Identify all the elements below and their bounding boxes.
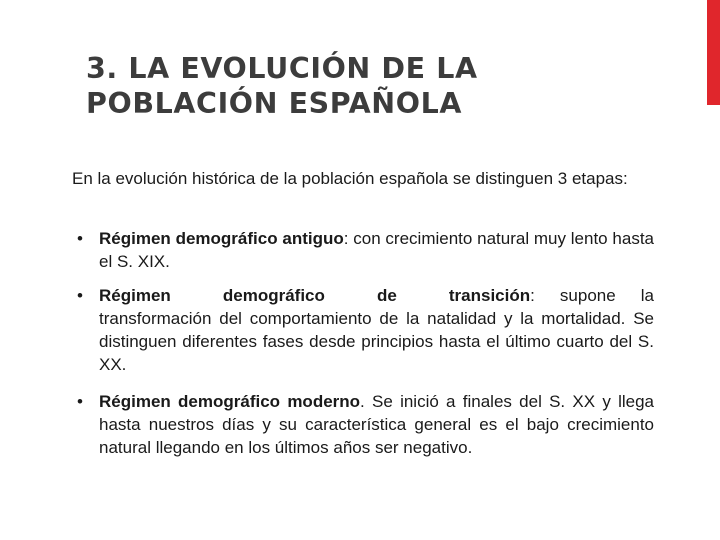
bullet-text: : con crecimiento natural muy lento hasta el S. XIX. xyxy=(99,229,655,271)
slide-title xyxy=(86,51,686,121)
intro-paragraph: En la evolución histórica de la población española se distinguen 3 etapas: xyxy=(72,169,628,188)
bullet-icon: • xyxy=(77,392,83,411)
bullet-text: : supone la transformación del comportamiento de la natalidad y la mortalidad. Se distinguen diferentes fases desde principios hasta el último cuarto del S. XX. xyxy=(99,286,654,374)
bullet-term: Régimen demográfico antiguo xyxy=(99,229,344,248)
bullet-icon: • xyxy=(77,229,83,248)
list-item-transicion xyxy=(72,284,654,376)
list-item-antiguo xyxy=(72,227,654,273)
bullet-text: . Se inició a finales del S. XX y llega hasta nuestros días y su característica general es el bajo crecimiento natural llegando en los últimos años ser negativo. xyxy=(99,392,655,457)
title-line-2: POBLACIÓN ESPAÑOLA xyxy=(86,87,462,120)
accent-bar xyxy=(707,0,720,105)
bullet-term: Régimen demográfico moderno xyxy=(99,392,361,411)
title-line-1: 3. LA EVOLUCIÓN DE LA xyxy=(86,52,478,85)
stages-list xyxy=(72,227,654,459)
bullet-term: Régimen demográfico de transición xyxy=(99,286,531,305)
bullet-icon: • xyxy=(77,286,83,305)
list-item-moderno xyxy=(72,390,654,459)
